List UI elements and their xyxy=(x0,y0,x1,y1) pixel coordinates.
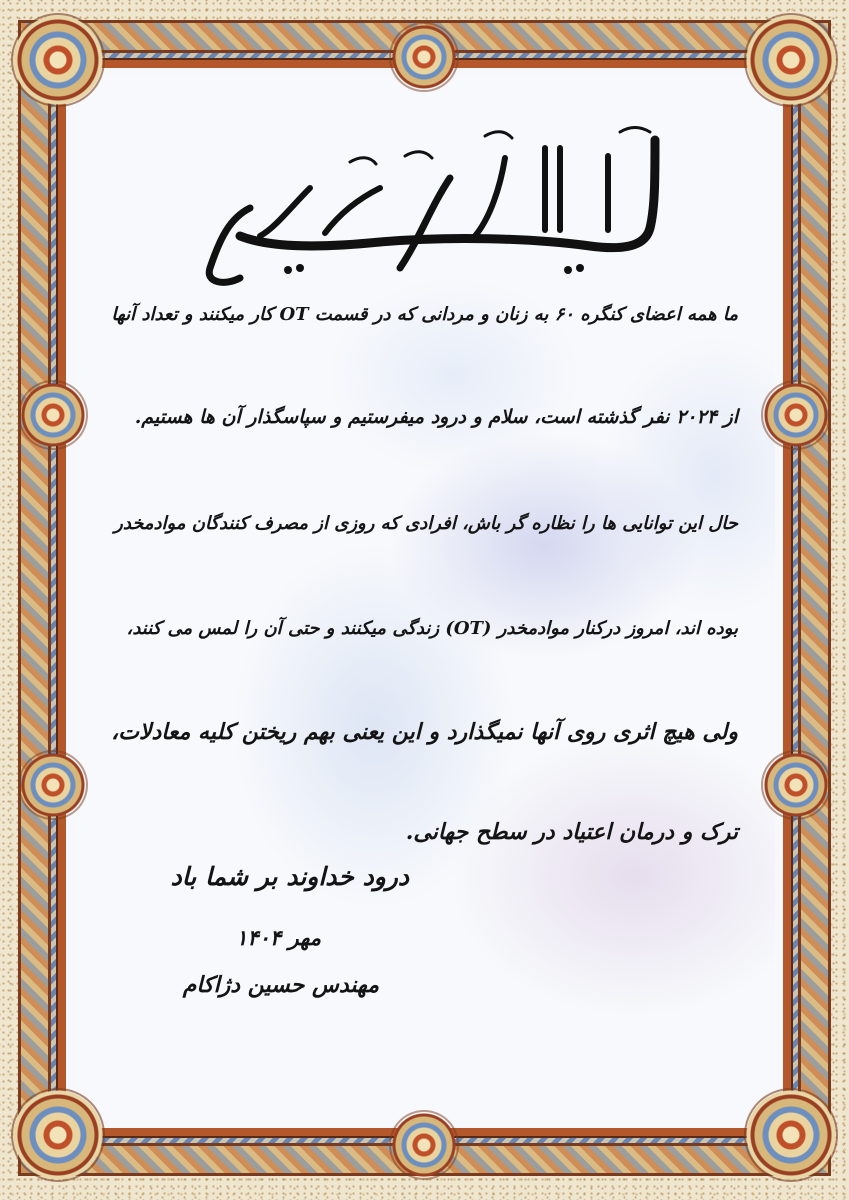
bismillah-calligraphy xyxy=(150,118,699,288)
corner-medallion-top-left xyxy=(13,15,103,105)
letter-line-4: بوده اند، امروز درکنار موادمخدر (OT) زندگی میکنند و حتی آن را لمس می کنند، xyxy=(126,618,738,639)
letter-line-2: از ۲۰۲۴ نفر گذشته است، سلام و درود میفرستیم و سپاسگذار آن ها هستیم. xyxy=(134,406,738,428)
closing-greeting: درود خداوند بر شما باد xyxy=(170,862,409,891)
right-medallion-upper xyxy=(763,382,829,448)
corner-medallion-top-right xyxy=(746,15,836,105)
closing-date: مهر ۱۴۰۴ xyxy=(236,925,321,950)
letter-line-5: ولی هیچ اثری روی آنها نمیگذارد و این یعنی بهم ریختن کلیه معادلات، xyxy=(111,719,738,745)
letter-line-3: حال این توانایی ها را نظاره گر باش، افرادی که روزی از مصرف کنندگان موادمخدر xyxy=(114,513,738,534)
signature: مهندس حسین دژاکام xyxy=(182,972,379,998)
right-medallion-lower xyxy=(763,752,829,818)
top-medallion xyxy=(391,24,457,90)
corner-medallion-bottom-left xyxy=(13,1090,103,1180)
left-medallion-lower xyxy=(20,752,86,818)
letter-line-1: ما همه اعضای کنگره ۶۰ به زنان و مردانی که در قسمت OT کار میکنند و تعداد آنها xyxy=(111,304,738,325)
bottom-medallion xyxy=(391,1112,457,1178)
corner-medallion-bottom-right xyxy=(746,1090,836,1180)
left-medallion-upper xyxy=(20,382,86,448)
letter-line-6: ترک و درمان اعتیاد در سطح جهانی. xyxy=(405,819,738,845)
